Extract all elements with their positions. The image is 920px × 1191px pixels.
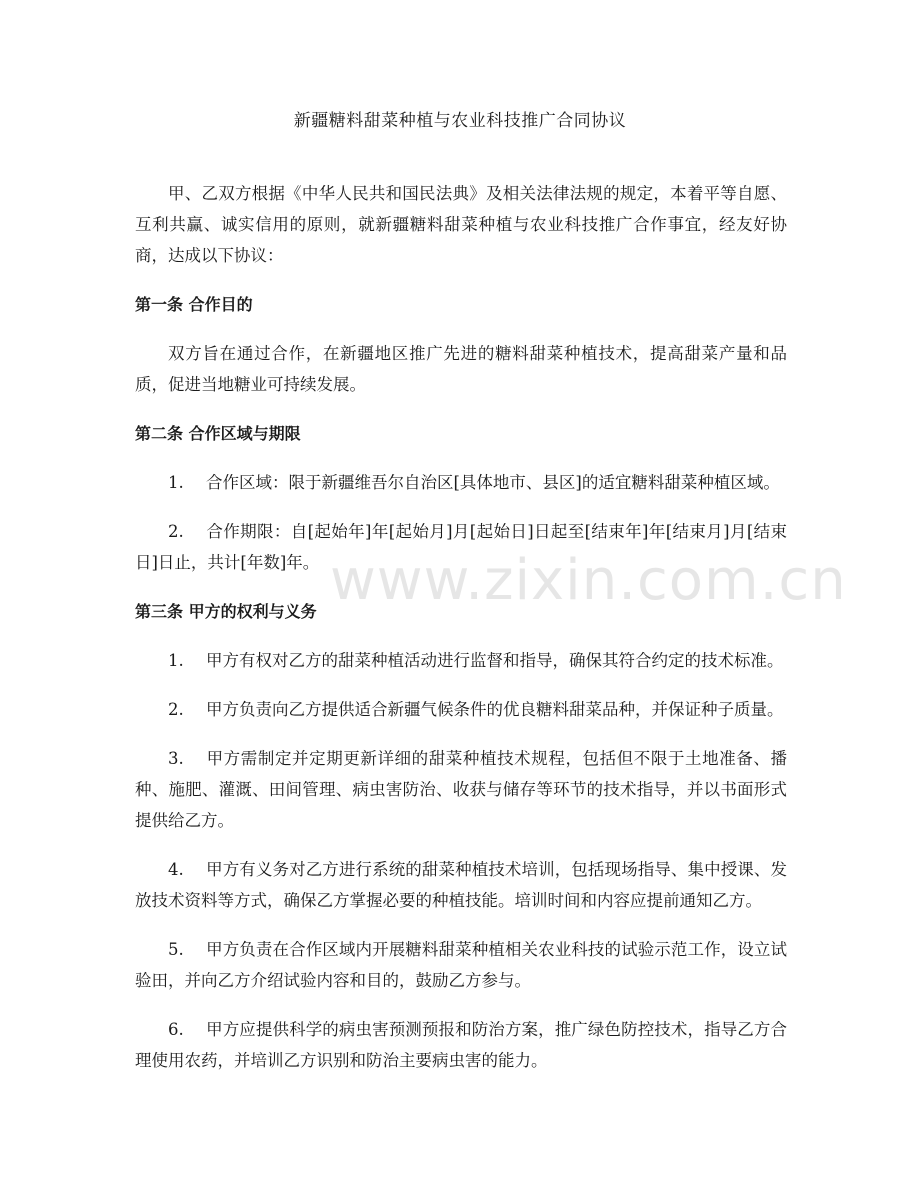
item-number: 1. [168,473,184,492]
article-2-item-1 [135,467,787,498]
article-1-paragraph: 双方旨在通过合作，在新疆地区推广先进的糖料甜菜种植技术，提高甜菜产量和品质，促进当地糖业可持续发展。 [135,344,787,394]
item-number: 1. [168,651,184,670]
item-number: 6. [168,1020,184,1039]
item-number: 4. [168,860,184,879]
watermark: www.zixin.com.cn [330,548,847,613]
item-text: 甲方有义务对乙方进行系统的甜菜种植技术培训，包括现场指导、集中授课、发放技术资料等方式，确保乙方掌握必要的种植技能。培训时间和内容应提前通知乙方。 [135,860,787,910]
article-3-item-5 [135,934,787,996]
item-text: 甲方需制定并定期更新详细的甜菜种植技术规程，包括但不限于土地准备、播种、施肥、灌溉、田间管理、病虫害防治、收获与储存等环节的技术指导，并以书面形式提供给乙方。 [135,749,787,830]
item-number: 2. [168,522,184,541]
item-number: 3. [168,749,184,768]
article-2-heading: 第二条 合作区域与期限 [135,424,301,443]
article-3-item-1 [135,645,787,676]
article-2-item-2 [135,516,787,578]
item-text: 合作期限：自[起始年]年[起始月]月[起始日]日起至[结束年]年[结束月]月[结束日]日止，共计[年数]年。 [135,522,787,572]
item-text: 甲方负责向乙方提供适合新疆气候条件的优良糖料甜菜品种，并保证种子质量。 [206,700,784,719]
document-title: 新疆糖料甜菜种植与农业科技推广合同协议 [293,111,627,131]
article-3-heading: 第三条 甲方的权利与义务 [135,602,317,621]
intro-paragraph: 甲、乙双方根据《中华人民共和国民法典》及相关法律法规的规定，本着平等自愿、互利共赢、诚实信用的原则，就新疆糖料甜菜种植与农业科技推广合作事宜，经友好协商，达成以下协议： [135,184,787,265]
article-3-item-4 [135,854,787,916]
article-3-item-6 [135,1014,787,1076]
document-body [135,178,787,1094]
item-number: 5. [168,940,184,959]
item-text: 合作区域：限于新疆维吾尔自治区[具体地市、县区]的适宜糖料甜菜种植区域。 [206,473,780,492]
article-1-heading: 第一条 合作目的 [135,295,253,314]
item-text: 甲方应提供科学的病虫害预测预报和防治方案，推广绿色防控技术，指导乙方合理使用农药，并培训乙方识别和防治主要病虫害的能力。 [135,1020,787,1070]
item-number: 2. [168,700,184,719]
article-3-item-2 [135,694,787,725]
article-3-item-3 [135,743,787,836]
item-text: 甲方有权对乙方的甜菜种植活动进行监督和指导，确保其符合约定的技术标准。 [206,651,784,670]
item-text: 甲方负责在合作区域内开展糖料甜菜种植相关农业科技的试验示范工作，设立试验田，并向乙方介绍试验内容和目的，鼓励乙方参与。 [135,940,787,990]
